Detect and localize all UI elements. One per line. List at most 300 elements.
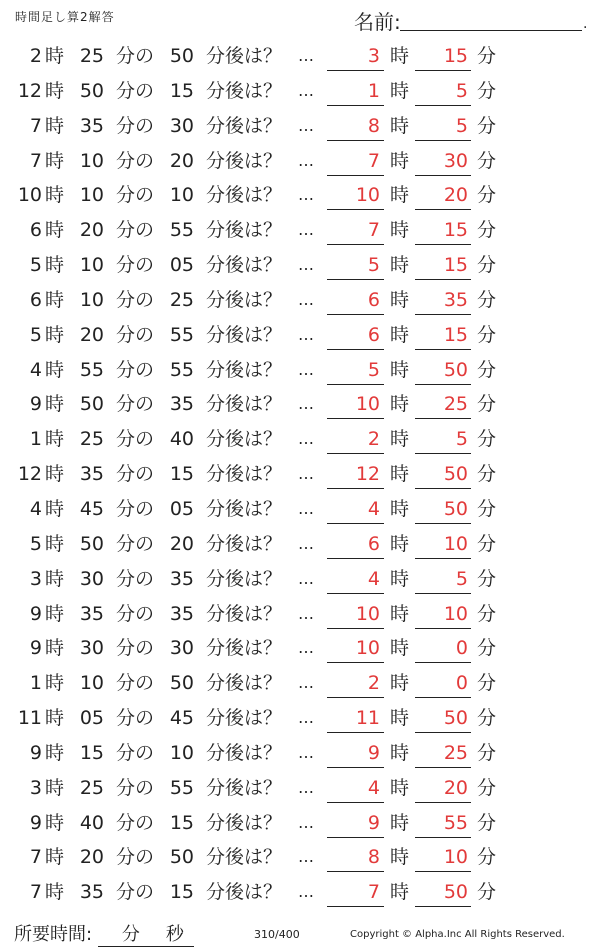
copyright-notice: Copyright © Alpha.Inc All Rights Reserved. xyxy=(350,929,565,940)
ellipsis: … xyxy=(298,46,314,65)
start-minute: 35 xyxy=(79,602,104,625)
added-minutes: 15 xyxy=(169,79,194,102)
answer-hour-underline xyxy=(327,871,384,872)
answer-minute: 20 xyxy=(443,776,468,799)
answer-minute-unit: 分 xyxy=(477,79,497,102)
hour-unit: 時 xyxy=(45,881,65,904)
added-minutes: 35 xyxy=(169,393,194,416)
answer-hour-unit: 時 xyxy=(390,219,410,242)
answer-hour-unit: 時 xyxy=(390,79,410,102)
start-hour: 1 xyxy=(29,428,42,451)
ellipsis: … xyxy=(298,638,314,658)
ellipsis: … xyxy=(298,847,314,867)
ellipsis: … xyxy=(298,812,314,832)
minutes-later-label: 分後は？ xyxy=(206,707,283,730)
start-hour: 11 xyxy=(17,707,42,730)
minute-of-label: 分の xyxy=(116,393,155,416)
added-minutes: 10 xyxy=(169,184,194,207)
ellipsis: … xyxy=(298,150,314,170)
answer-minute: 10 xyxy=(443,532,468,555)
answer-hour-underline xyxy=(327,209,384,210)
answer-hour-unit: 時 xyxy=(390,846,410,869)
ellipsis: … xyxy=(298,777,314,797)
answer-hour-underline xyxy=(327,523,384,524)
problem-row xyxy=(0,109,600,144)
answer-minute-underline xyxy=(415,314,471,315)
answer-minute-underline xyxy=(415,105,471,106)
added-minutes: 25 xyxy=(169,288,194,311)
answer-minute: 55 xyxy=(443,811,468,834)
minute-of-label: 分の xyxy=(116,672,155,695)
minute-of-label: 分の xyxy=(116,358,155,381)
problem-row xyxy=(0,248,600,283)
answer-minute-underline xyxy=(415,453,471,454)
required-time-blank xyxy=(98,920,194,947)
ellipsis: … xyxy=(298,568,314,588)
answer-minute: 0 xyxy=(455,672,468,695)
problem-row xyxy=(0,144,600,179)
problem-list xyxy=(0,39,600,910)
answer-hour-underline xyxy=(327,175,384,176)
minute-of-label: 分の xyxy=(116,79,155,102)
hour-unit: 時 xyxy=(45,532,65,555)
hour-unit: 時 xyxy=(45,567,65,590)
hour-unit: 時 xyxy=(45,741,65,764)
added-minutes: 15 xyxy=(169,881,194,904)
answer-hour-underline xyxy=(327,384,384,385)
added-minutes: 55 xyxy=(169,776,194,799)
minute-of-label: 分の xyxy=(116,532,155,555)
answer-minute: 20 xyxy=(443,184,468,207)
ellipsis: … xyxy=(298,255,314,275)
hour-unit: 時 xyxy=(45,254,65,277)
ellipsis: … xyxy=(298,359,314,379)
answer-hour-underline xyxy=(327,140,384,141)
answer-hour-unit: 時 xyxy=(390,811,410,834)
start-hour: 1 xyxy=(29,672,42,695)
minutes-later-label: 分後は？ xyxy=(206,672,283,695)
added-minutes: 30 xyxy=(169,114,194,137)
answer-hour-underline xyxy=(327,662,384,663)
minute-of-label: 分の xyxy=(116,776,155,799)
minute-of-label: 分の xyxy=(116,323,155,346)
answer-minute-unit: 分 xyxy=(477,254,497,277)
hour-unit: 時 xyxy=(45,45,65,67)
answer-hour-unit: 時 xyxy=(390,497,410,520)
answer-minute: 5 xyxy=(455,114,468,137)
problem-row xyxy=(0,701,600,736)
answer-hour: 9 xyxy=(367,741,380,764)
ellipsis: … xyxy=(298,185,314,205)
hour-unit: 時 xyxy=(45,672,65,695)
answer-minute-underline xyxy=(415,732,471,733)
start-hour: 6 xyxy=(29,288,42,311)
answer-minute: 0 xyxy=(455,637,468,660)
start-hour: 12 xyxy=(17,463,42,486)
start-minute: 25 xyxy=(79,45,104,67)
start-hour: 7 xyxy=(29,149,42,172)
start-hour: 9 xyxy=(29,393,42,416)
start-hour: 4 xyxy=(29,497,42,520)
hour-unit: 時 xyxy=(45,288,65,311)
answer-minute-unit: 分 xyxy=(477,393,497,416)
hour-unit: 時 xyxy=(45,184,65,207)
minutes-later-label: 分後は？ xyxy=(206,567,283,590)
name-underline xyxy=(400,30,582,31)
problem-row xyxy=(0,283,600,318)
minutes-later-label: 分後は？ xyxy=(206,254,283,277)
hour-unit: 時 xyxy=(45,497,65,520)
answer-minute: 15 xyxy=(443,45,468,67)
minute-of-label: 分の xyxy=(116,288,155,311)
answer-hour-underline xyxy=(327,593,384,594)
ellipsis: … xyxy=(298,429,314,449)
minutes-later-label: 分後は？ xyxy=(206,79,283,102)
answer-hour: 4 xyxy=(367,497,380,520)
problem-row xyxy=(0,736,600,771)
minute-of-label: 分の xyxy=(116,463,155,486)
answer-hour: 7 xyxy=(367,219,380,242)
answer-hour-unit: 時 xyxy=(390,114,410,137)
answer-hour-unit: 時 xyxy=(390,149,410,172)
added-minutes: 50 xyxy=(169,45,194,67)
hour-unit: 時 xyxy=(45,393,65,416)
start-minute: 20 xyxy=(79,219,104,242)
minutes-later-label: 分後は？ xyxy=(206,497,283,520)
added-minutes: 35 xyxy=(169,567,194,590)
problem-row xyxy=(0,353,600,388)
ellipsis: … xyxy=(298,742,314,762)
answer-hour: 7 xyxy=(367,881,380,904)
answer-hour: 4 xyxy=(367,776,380,799)
added-minutes: 30 xyxy=(169,637,194,660)
start-hour: 7 xyxy=(29,881,42,904)
minutes-later-label: 分後は？ xyxy=(206,288,283,311)
answer-hour-unit: 時 xyxy=(390,532,410,555)
answer-minute-unit: 分 xyxy=(477,707,497,730)
answer-hour: 4 xyxy=(367,567,380,590)
start-minute: 10 xyxy=(79,149,104,172)
problem-row xyxy=(0,666,600,701)
problem-row xyxy=(0,631,600,666)
start-hour: 5 xyxy=(29,323,42,346)
answer-hour-unit: 時 xyxy=(390,672,410,695)
problem-row xyxy=(0,74,600,109)
added-minutes: 50 xyxy=(169,846,194,869)
answer-hour: 7 xyxy=(367,149,380,172)
answer-minute: 15 xyxy=(443,219,468,242)
hour-unit: 時 xyxy=(45,149,65,172)
answer-hour: 10 xyxy=(355,393,380,416)
start-minute: 50 xyxy=(79,393,104,416)
start-minute: 35 xyxy=(79,463,104,486)
problem-row xyxy=(0,840,600,875)
answer-hour: 8 xyxy=(367,114,380,137)
added-minutes: 15 xyxy=(169,463,194,486)
answer-minute-underline xyxy=(415,418,471,419)
answer-minute: 50 xyxy=(443,358,468,381)
answer-minute-underline xyxy=(415,906,471,907)
answer-hour-underline xyxy=(327,453,384,454)
answer-minute-underline xyxy=(415,662,471,663)
answer-hour-unit: 時 xyxy=(390,707,410,730)
minutes-later-label: 分後は？ xyxy=(206,602,283,625)
start-hour: 4 xyxy=(29,358,42,381)
answer-hour: 6 xyxy=(367,323,380,346)
answer-minute-unit: 分 xyxy=(477,288,497,311)
start-minute: 30 xyxy=(79,637,104,660)
answer-minute-underline xyxy=(415,697,471,698)
start-minute: 05 xyxy=(79,707,104,730)
ellipsis: … xyxy=(298,324,314,344)
answer-hour-unit: 時 xyxy=(390,463,410,486)
added-minutes: 50 xyxy=(169,672,194,695)
answer-hour: 8 xyxy=(367,846,380,869)
hour-unit: 時 xyxy=(45,846,65,869)
answer-minute: 15 xyxy=(443,254,468,277)
start-hour: 9 xyxy=(29,741,42,764)
added-minutes: 35 xyxy=(169,602,194,625)
answer-minute: 35 xyxy=(443,288,468,311)
minute-of-label: 分の xyxy=(116,254,155,277)
answer-hour-underline xyxy=(327,697,384,698)
answer-minute-unit: 分 xyxy=(477,149,497,172)
answer-minute: 50 xyxy=(443,707,468,730)
start-minute: 40 xyxy=(79,811,104,834)
minute-of-label: 分の xyxy=(116,219,155,242)
answer-hour-underline xyxy=(327,732,384,733)
answer-hour-underline xyxy=(327,767,384,768)
minute-of-label: 分の xyxy=(116,184,155,207)
added-minutes: 55 xyxy=(169,323,194,346)
ellipsis: … xyxy=(298,289,314,309)
answer-minute: 15 xyxy=(443,323,468,346)
ellipsis: … xyxy=(298,673,314,693)
answer-hour-underline xyxy=(327,314,384,315)
answer-hour-underline xyxy=(327,628,384,629)
answer-minute-underline xyxy=(415,349,471,350)
ellipsis: … xyxy=(298,220,314,240)
answer-minute-unit: 分 xyxy=(477,532,497,555)
answer-minute-unit: 分 xyxy=(477,497,497,520)
start-hour: 5 xyxy=(29,532,42,555)
answer-hour-underline xyxy=(327,105,384,106)
hour-unit: 時 xyxy=(45,637,65,660)
added-minutes: 05 xyxy=(169,254,194,277)
answer-minute-underline xyxy=(415,175,471,176)
problem-row xyxy=(0,318,600,353)
answer-hour: 5 xyxy=(367,358,380,381)
answer-hour-unit: 時 xyxy=(390,881,410,904)
ellipsis: … xyxy=(298,533,314,553)
answer-hour: 6 xyxy=(367,288,380,311)
answer-minute-underline xyxy=(415,279,471,280)
answer-hour-unit: 時 xyxy=(390,637,410,660)
hour-unit: 時 xyxy=(45,428,65,451)
answer-hour-unit: 時 xyxy=(390,184,410,207)
start-hour: 9 xyxy=(29,602,42,625)
answer-hour: 1 xyxy=(367,79,380,102)
ellipsis: … xyxy=(298,115,314,135)
hour-unit: 時 xyxy=(45,219,65,242)
answer-minute-underline xyxy=(415,140,471,141)
minutes-later-label: 分後は？ xyxy=(206,393,283,416)
answer-minute: 10 xyxy=(443,602,468,625)
ellipsis: … xyxy=(298,80,314,100)
minutes-later-label: 分後は？ xyxy=(206,358,283,381)
answer-minute-unit: 分 xyxy=(477,672,497,695)
name-field xyxy=(354,6,590,32)
answer-minute-underline xyxy=(415,628,471,629)
problem-row xyxy=(0,387,600,422)
start-hour: 12 xyxy=(17,79,42,102)
minute-of-label: 分の xyxy=(116,149,155,172)
answer-minute: 25 xyxy=(443,393,468,416)
name-label: 名前: xyxy=(354,10,401,34)
answer-minute: 25 xyxy=(443,741,468,764)
answer-hour: 12 xyxy=(355,463,380,486)
start-minute: 10 xyxy=(79,672,104,695)
answer-minute-underline xyxy=(415,70,471,71)
start-minute: 30 xyxy=(79,567,104,590)
minutes-later-label: 分後は？ xyxy=(206,184,283,207)
start-hour: 10 xyxy=(17,184,42,207)
answer-hour-unit: 時 xyxy=(390,776,410,799)
hour-unit: 時 xyxy=(45,79,65,102)
start-hour: 3 xyxy=(29,776,42,799)
minute-of-label: 分の xyxy=(116,811,155,834)
hour-unit: 時 xyxy=(45,358,65,381)
answer-minute-unit: 分 xyxy=(477,602,497,625)
added-minutes: 40 xyxy=(169,428,194,451)
minute-of-label: 分の xyxy=(116,881,155,904)
hour-unit: 時 xyxy=(45,114,65,137)
answer-hour-unit: 時 xyxy=(390,741,410,764)
problem-row xyxy=(0,39,600,74)
answer-minute-underline xyxy=(415,244,471,245)
answer-hour: 11 xyxy=(355,707,380,730)
answer-hour-underline xyxy=(327,906,384,907)
answer-hour: 10 xyxy=(355,637,380,660)
answer-minute-underline xyxy=(415,558,471,559)
answer-minute-unit: 分 xyxy=(477,323,497,346)
answer-minute-unit: 分 xyxy=(477,567,497,590)
problem-row xyxy=(0,527,600,562)
answer-hour: 5 xyxy=(367,254,380,277)
start-minute: 25 xyxy=(79,428,104,451)
minute-of-label: 分の xyxy=(116,45,155,67)
answer-hour-underline xyxy=(327,558,384,559)
answer-hour: 2 xyxy=(367,672,380,695)
answer-hour: 3 xyxy=(367,45,380,67)
minute-of-label: 分の xyxy=(116,741,155,764)
start-hour: 2 xyxy=(29,45,42,67)
answer-minute-unit: 分 xyxy=(477,114,497,137)
problem-row xyxy=(0,178,600,213)
answer-minute: 30 xyxy=(443,149,468,172)
minutes-later-label: 分後は？ xyxy=(206,776,283,799)
start-hour: 5 xyxy=(29,254,42,277)
minutes-later-label: 分後は？ xyxy=(206,45,283,67)
answer-hour-unit: 時 xyxy=(390,45,410,67)
minute-of-label: 分の xyxy=(116,602,155,625)
minute-of-label: 分の xyxy=(116,637,155,660)
answer-minute-unit: 分 xyxy=(477,45,497,67)
answer-minute-unit: 分 xyxy=(477,184,497,207)
start-hour: 3 xyxy=(29,567,42,590)
start-minute: 20 xyxy=(79,846,104,869)
problem-row xyxy=(0,597,600,632)
added-minutes: 45 xyxy=(169,707,194,730)
minute-of-label: 分の xyxy=(116,428,155,451)
start-minute: 45 xyxy=(79,497,104,520)
start-minute: 10 xyxy=(79,288,104,311)
answer-hour: 9 xyxy=(367,811,380,834)
start-hour: 9 xyxy=(29,637,42,660)
minute-of-label: 分の xyxy=(116,497,155,520)
answer-minute-unit: 分 xyxy=(477,219,497,242)
problem-row xyxy=(0,806,600,841)
required-time-label: 所要時間: xyxy=(14,924,93,945)
minute-of-label: 分の xyxy=(116,114,155,137)
required-time-minutes-unit: 分 xyxy=(121,924,140,945)
hour-unit: 時 xyxy=(45,776,65,799)
start-hour: 9 xyxy=(29,811,42,834)
problem-row xyxy=(0,492,600,527)
ellipsis: … xyxy=(298,394,314,414)
ellipsis: … xyxy=(298,708,314,728)
minute-of-label: 分の xyxy=(116,707,155,730)
answer-minute-unit: 分 xyxy=(477,741,497,764)
answer-minute-unit: 分 xyxy=(477,846,497,869)
minutes-later-label: 分後は？ xyxy=(206,881,283,904)
start-minute: 35 xyxy=(79,114,104,137)
problem-row xyxy=(0,875,600,910)
start-minute: 50 xyxy=(79,79,104,102)
added-minutes: 55 xyxy=(169,358,194,381)
answer-minute: 5 xyxy=(455,428,468,451)
answer-minute-underline xyxy=(415,523,471,524)
answer-minute: 50 xyxy=(443,881,468,904)
problem-row xyxy=(0,562,600,597)
answer-hour-unit: 時 xyxy=(390,428,410,451)
hour-unit: 時 xyxy=(45,323,65,346)
problem-row xyxy=(0,213,600,248)
ellipsis: … xyxy=(298,464,314,484)
ellipsis: … xyxy=(298,498,314,518)
answer-hour-unit: 時 xyxy=(390,254,410,277)
ellipsis: … xyxy=(298,882,314,902)
answer-minute-unit: 分 xyxy=(477,428,497,451)
ellipsis: … xyxy=(298,603,314,623)
answer-hour-underline xyxy=(327,349,384,350)
worksheet-title: 時間足し算2解答 xyxy=(15,10,115,24)
minutes-later-label: 分後は？ xyxy=(206,811,283,834)
answer-minute-underline xyxy=(415,837,471,838)
hour-unit: 時 xyxy=(45,602,65,625)
start-minute: 20 xyxy=(79,323,104,346)
minutes-later-label: 分後は？ xyxy=(206,114,283,137)
answer-hour-unit: 時 xyxy=(390,288,410,311)
answer-minute: 5 xyxy=(455,79,468,102)
start-hour: 6 xyxy=(29,219,42,242)
answer-hour: 10 xyxy=(355,602,380,625)
answer-hour-underline xyxy=(327,279,384,280)
answer-hour-unit: 時 xyxy=(390,602,410,625)
minute-of-label: 分の xyxy=(116,846,155,869)
answer-hour-unit: 時 xyxy=(390,393,410,416)
answer-hour: 2 xyxy=(367,428,380,451)
